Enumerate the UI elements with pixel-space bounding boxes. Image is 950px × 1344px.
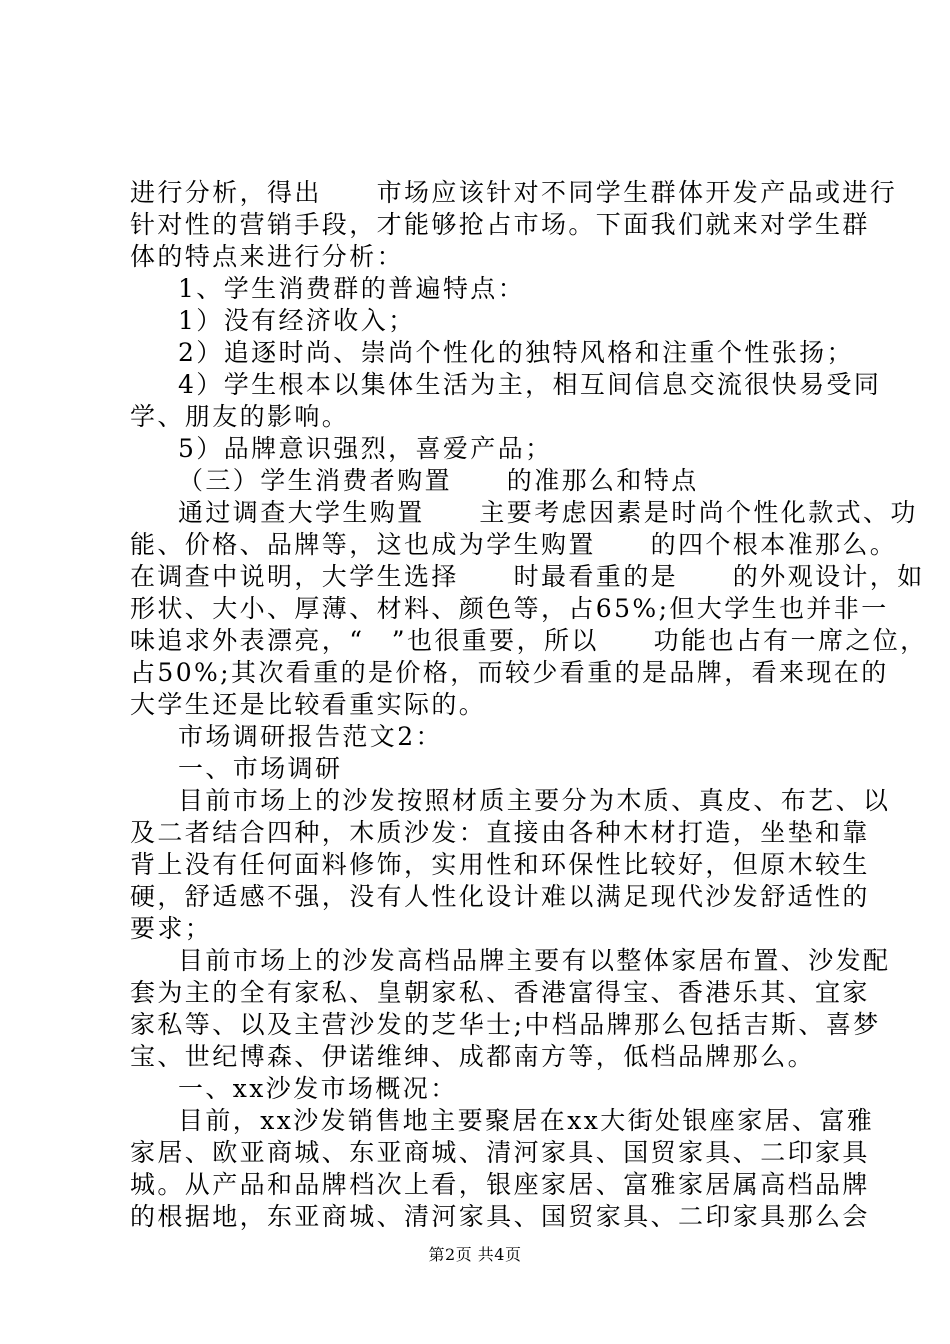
text-line: 目前，xx沙发销售地主要聚居在xx大街处银座家居、富雅 [178, 1106, 875, 1135]
text-line: 的根据地，东亚商城、清河家具、国贸家具、二印家具那么会 [130, 1202, 870, 1231]
text-line: 城。从产品和品牌档次上看，银座家居、富雅家居属高档品牌 [130, 1170, 870, 1199]
text-line: （三）学生消费者购置 的准那么和特点 [178, 466, 699, 495]
text-line: 针对性的营销手段，才能够抢占市场。下面我们就来对学生群 [130, 210, 870, 239]
text-line: 市场调研报告范文2： [178, 722, 443, 751]
text-line: 体的特点来进行分析： [130, 242, 405, 271]
text-line: 4）学生根本以集体生活为主，相互间信息交流很快易受同 [178, 370, 882, 399]
text-line: 通过调查大学生购置 主要考虑因素是时尚个性化款式、功 [178, 498, 918, 527]
text-line: 1、学生消费群的普遍特点： [178, 274, 526, 303]
text-line: 1）没有经济收入； [178, 306, 416, 335]
text-line: 大学生还是比较看重实际的。 [130, 690, 487, 719]
text-line: 背上没有任何面料修饰，实用性和环保性比较好，但原木较生 [130, 850, 870, 879]
text-line: 一、xx沙发市场概况： [178, 1074, 458, 1103]
text-line: 家私等、以及主营沙发的芝华士;中档品牌那么包括吉斯、喜梦 [130, 1010, 881, 1039]
text-line: 学、朋友的影响。 [130, 402, 350, 431]
text-line: 要求； [130, 914, 213, 943]
text-line: 占50%;其次看重的是价格，而较少看重的是品牌，看来现在的 [130, 658, 889, 687]
text-line: 硬，舒适感不强，没有人性化设计难以满足现代沙发舒适性的 [130, 882, 870, 911]
text-line: 味追求外表漂亮，“ ”也很重要，所以 功能也占有一席之位， [130, 626, 928, 655]
text-line: 2）追逐时尚、崇尚个性化的独特风格和注重个性张扬； [178, 338, 854, 367]
text-line: 套为主的全有家私、皇朝家私、香港富得宝、香港乐其、宜家 [130, 978, 870, 1007]
text-line: 家居、欧亚商城、东亚商城、清河家具、国贸家具、二印家具 [130, 1138, 870, 1167]
page-number-footer: 第2页 共4页 [428, 1245, 522, 1264]
text-line: 进行分析，得出 市场应该针对不同学生群体开发产品或进行 [130, 178, 898, 207]
text-line: 宝、世纪博森、伊诺维绅、成都南方等，低档品牌那么。 [130, 1042, 816, 1071]
text-line: 能、价格、品牌等，这也成为学生购置 的四个根本准那么。 [130, 530, 898, 559]
text-line: 及二者结合四种，木质沙发：直接由各种木材打造，坐垫和靠 [130, 818, 870, 847]
text-line: 形状、大小、厚薄、材料、颜色等，占65%;但大学生也并非一 [130, 594, 889, 623]
text-line: 一、市场调研 [178, 754, 343, 783]
text-line: 5）品牌意识强烈，喜爱产品； [178, 434, 553, 463]
text-line: 目前市场上的沙发按照材质主要分为木质、真皮、布艺、以 [178, 786, 891, 815]
text-line: 在调查中说明，大学生选择 时最看重的是 的外观设计，如 [130, 562, 925, 591]
text-line: 目前市场上的沙发高档品牌主要有以整体家居布置、沙发配 [178, 946, 891, 975]
